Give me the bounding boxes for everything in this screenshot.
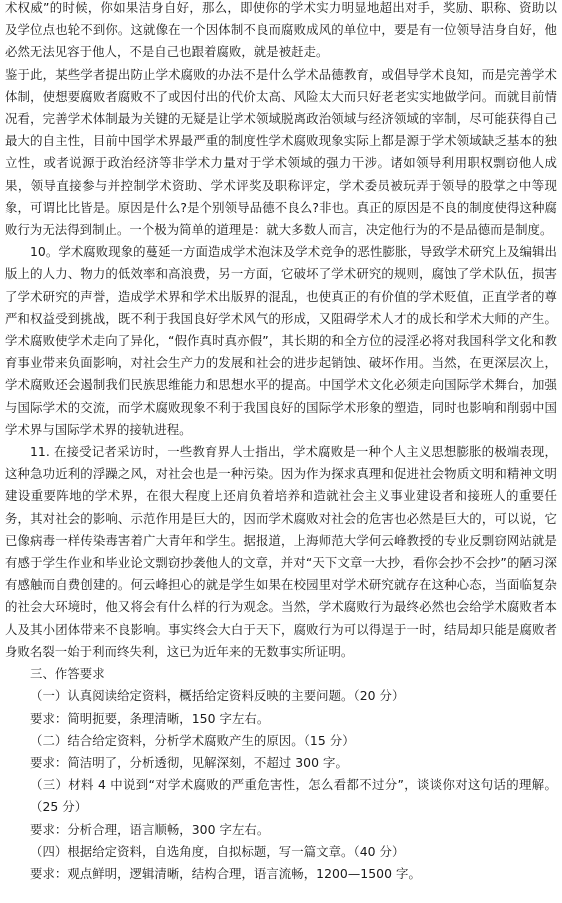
question-2-requirement: 要求：简洁明了，分析透彻，见解深刻，不超过 300 字。 — [30, 754, 348, 770]
paragraph-continuation: 术权威”的时候，你如果洁身自好，那么，即使你的学术实力明显地超出对手，奖励、职称、资助以及学位点也轮不到你。这就像在一个因体制不良而腐败成风的单位中，要是有一位领导洁身自好，他必然无法见容于他人，不是自己也跟着腐败，就是被赶走。 — [5, 0, 557, 60]
paragraph-academic-system: 鉴于此，某些学者提出防止学术腐败的办法不是什么学术品德教育，或倡导学术良知，而是完善学术体制，使想要腐败者腐败不了或因付出的代价太高、风险太大而只好老老实实地做学问。而就目前情况看，完善学术体制最为关键的无疑是让学术领域脱离政治领域与经济领域的宰制，尽可能获得自己最大的自主性，目前中国学术界最严重的制度性学术腐败现象实际上都是源于学术领域缺乏基本的独立性，或者说源于政治经济等非学术力量对于学术领域的强力干涉。诸如领导利用职权剽窃他人成果，领导直接参与并控制学术资助、学术评奖及职称评定，学术委员被玩弄于领导的股掌之中等现象，可谓比比皆是。原因是什么?是个别领导品德不良么?非也。真正的原因是不良的制度使得这种腐败行为无法得到制止。一个极为简单的道理是：就大多数人而言，决定他行为的不是品德而是制度。 — [5, 66, 557, 238]
section-heading: 三、作答要求 — [30, 666, 105, 682]
question-3-requirement: 要求：分析合理，语言顺畅，300 字左右。 — [30, 821, 270, 837]
question-1-prompt: （一）认真阅读给定资料，概括给定资料反映的主要问题。（20 分） — [30, 688, 405, 704]
question-1-requirement: 要求：简明扼要，条理清晰，150 字左右。 — [30, 710, 270, 726]
paragraph-10: 10。学术腐败现象的蔓延一方面造成学术泡沫及学术竞争的恶性膨胀，导致学术研究上及编辑出版上的人力、物力的低效率和高浪费，另一方面，它破坏了学术研究的规则，腐蚀了学术队伍，损害了学术研究的声誉，造成学术界和学术出版界的混乱，也使真正的有价值的学术贬值，正直学者的尊严和权益受到挑战，既不利于我国良好学术风气的形成，又阻碍学术人才的成长和学术大师的产生。学术腐败使学术走向了异化，“假作真时真亦假”，其长期的和全方位的浸淫必将对我国科学文化和教育事业带来负面影响，对社会生产力的发展和社会的进步起销蚀、破坏作用。当然，在更深层次上，学术腐败还会遏制我们民族思维能力和思想水平的提高。中国学术文化必须走向国际学术舞台，加强与国际学术的交流，而学术腐败现象不利于我国良好的国际学术形象的塑造，同时也影响和削弱中国学术界与国际学术界的接轨进程。 — [5, 244, 557, 437]
question-2-prompt: （二）结合给定资料，分析学术腐败产生的原因。（15 分） — [30, 732, 355, 748]
question-3-prompt: （三）材料 4 中说到“对学术腐败的严重危害性，怎么看都不过分”，谈谈你对这句话的理解。（25 分） — [30, 777, 557, 815]
paragraph-11: 11. 在接受记者采访时，一些教育界人士指出，学术腐败是一种个人主义思想膨胀的极端表现，这种急功近利的浮躁之风，对社会也是一种污染。因为作为探求真理和促进社会物质文明和精神文明建设重要阵地的学术界，在很大程度上还肩负着培养和造就社会主义事业建设者和接班人的重要任务，其对社会的影响、示范作用是巨大的，因而学术腐败对社会的危害也必然是巨大的，可以说，它已像病毒一样传染毒害着广大青年和学生。据报道，上海师范大学何云峰教授的专业反剽窃网站就是有感于学生作业和毕业论文剽窃抄袭他人的文章，并对“天下文章一大抄，看你会抄不会抄”的陋习深有感触而自费创建的。何云峰担心的就是学生如果在校园里对学术研究就存在这种心态，当面临复杂的社会大环境时，他又将会有什么样的行为观念。当然，学术腐败行为最终必然也会给学术腐败者本人及其小团体带来不良影响。事实终会大白于天下，腐败行为可以得逞于一时，结局却只能是腐败者身败名裂一始于利而终失利，这已为近年来的无数事实所证明。 — [5, 444, 557, 659]
question-4-requirement: 要求：观点鲜明，逻辑清晰，结构合理，语言流畅，1200—1500 字。 — [30, 865, 421, 881]
question-4-prompt: （四）根据给定资料，自选角度，自拟标题，写一篇文章。（40 分） — [30, 843, 405, 859]
